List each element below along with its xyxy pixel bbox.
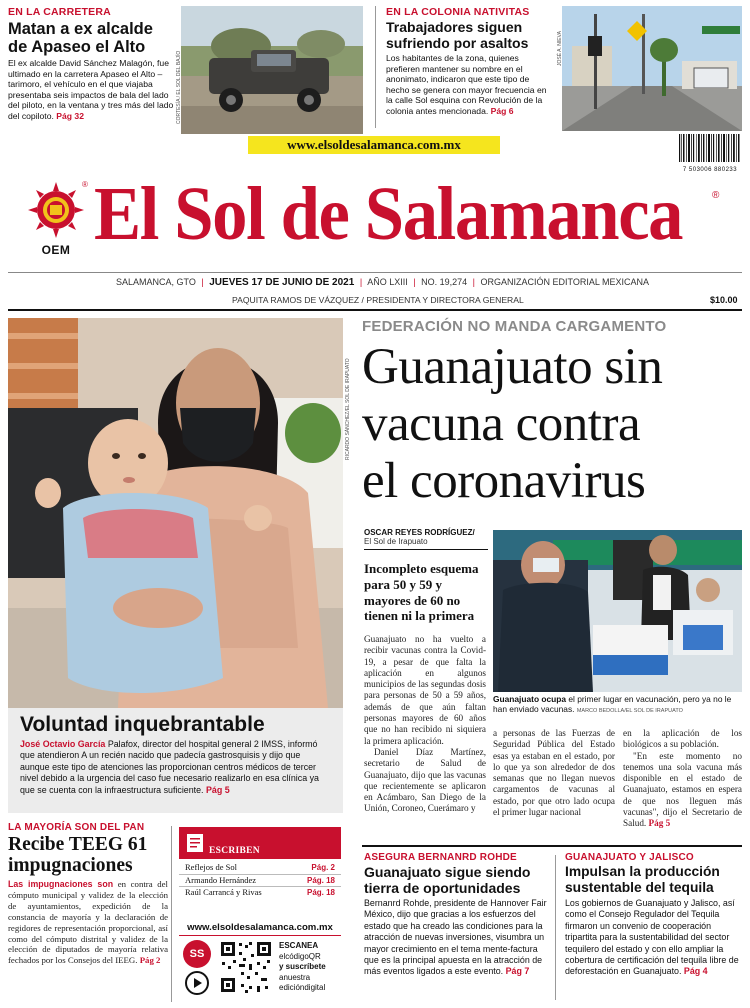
headline	[8, 20, 178, 56]
story-body	[364, 898, 548, 978]
story-text: Los habitantes de la zona, quienes prefieren mantener su nombre en el anonimato, indicaron que este tipo de hecho se genera con mayor frecuencia en la calle Sol esquina con Revolución de la colonia antes mencionada.	[386, 53, 547, 116]
story-lead: Las impugnaciones son	[8, 879, 114, 889]
bottom-mid-story[interactable]	[364, 852, 548, 1004]
lead-photo-credit: RICARDO SÁNCHEZ/EL SOL DE IRAPUATO	[345, 358, 351, 460]
columnist-item[interactable]	[179, 862, 341, 875]
headline-line: Trabajadores siguen	[386, 19, 523, 35]
paragraph: en la aplicación de los biológicos a su población.	[623, 728, 742, 750]
main-col3	[623, 728, 742, 830]
qr-title: ESCANEA	[279, 941, 319, 950]
lead-caption	[20, 739, 331, 796]
headline-line: Impulsan la producción	[565, 864, 720, 879]
columnist-item[interactable]	[179, 875, 341, 888]
main-col2	[493, 728, 615, 818]
sun-logo-icon	[26, 180, 86, 240]
columnists-header	[179, 827, 341, 859]
website-url[interactable]: www.elsoldesalamanca.com.mx	[287, 137, 461, 152]
dateline-rule-bottom	[8, 309, 742, 311]
qr-text	[279, 941, 341, 994]
paragraph: Daniel Díaz Martínez, secretario de Salud de Guanajuato, dijo que las vacunas que recientemente se aplicaron en Acámbaro, San Diego de la Unión, Coroneo, Cuerámaro y	[364, 746, 486, 814]
barcode	[678, 134, 742, 173]
qr-line: y suscríbete	[279, 962, 326, 971]
oem-label: OEM	[41, 243, 71, 257]
columnist-page[interactable]: Pág. 18	[306, 875, 335, 885]
headline-line: Matan a ex alcalde	[8, 20, 153, 38]
paragraph-text: "En este momento no tenemos una sola vacuna más disponible en el estado de Guanajuato, estamos en espera de que nos lleguen más vacunas", dijo el Secretario de Salud.	[623, 750, 742, 829]
dateline-org: ORGANIZACIÓN EDITORIAL MEXICANA	[480, 277, 650, 287]
barcode-number: 7 503006 880233	[682, 167, 738, 173]
caption-text: el primer lugar en vacunación, pero ya no le han enviado vacunas.	[493, 694, 732, 715]
columnist-name: Armando Hernández	[185, 874, 257, 885]
columnist-page[interactable]: Pág. 2	[311, 863, 335, 872]
dateline-city: SALAMANCA, GTO	[116, 277, 196, 287]
headline-line: Recibe TEEG 61	[8, 834, 148, 855]
headline	[364, 864, 548, 896]
vaccination-caption	[493, 694, 742, 717]
masthead-logo	[26, 180, 86, 256]
column-divider	[171, 826, 172, 1002]
story-text: Los gobiernos de Guanajuato y Jalisco, así como el Consejo Regulador del Tequila firmaron un convenio de cooperación tripartita para la sustentabilidad del sector tequilero del estado y con ello ampliar la cobertura de certificación del tequila libre de deforestación en Guanajuato.	[565, 898, 739, 977]
dateline-rule-top	[8, 272, 742, 273]
headline-line: tierra de oportunidades	[364, 880, 521, 896]
logo-registered: ®	[82, 180, 88, 189]
kicker: LA MAYORÍA SON DEL PAN	[8, 822, 145, 833]
headline-line: impugnaciones	[8, 855, 133, 876]
main-deck: Incompleto esquema para 50 y 59 y mayores de 60 no tienen ni la primera	[364, 561, 479, 624]
kicker: GUANAJUATO Y JALISCO	[565, 852, 694, 863]
author: OSCAR REYES RODRÍGUEZ/	[364, 528, 475, 537]
play-icon[interactable]	[185, 971, 209, 995]
columnists-label: ESCRIBEN	[209, 846, 260, 856]
section-rule	[362, 845, 742, 847]
paragraph: a personas de las Fuerzas de Seguridad Pública del Estado esas ya estaban en el estado, por lo que ya son alrededor de dos semanas que no llegan nuevos cargamentos de vacunas al estado, por que otro lado ocupa el primer lugar nacional	[493, 728, 615, 818]
kicker: ASEGURA BERNANRD ROHDE	[364, 852, 517, 863]
columnists-list	[179, 862, 341, 899]
dateline-date: JUEVES 17 DE JUNIO DE 2021	[209, 277, 355, 288]
headline-line: sustentable del tequila	[565, 880, 714, 895]
page-ref[interactable]: Pág 4	[683, 966, 708, 977]
story-text: en contra del cómputo municipal y validez de la elección de ayuntamientos, expedición de la constancia de mayoría y la declaración de regidores de representación proporcional, así como del cómputo distrital y validez de la elección de diputados de mayoría relativa fechados por los Consejos del IEEG.	[8, 879, 168, 966]
headline-line: Guanajuato sin	[362, 339, 663, 395]
kicker: EN LA CARRETERA	[8, 6, 111, 18]
column-divider	[555, 855, 556, 1000]
story-body	[8, 58, 176, 122]
photo-credit: JOSÉ A. NIEVA	[557, 31, 563, 66]
street-photo	[562, 6, 742, 131]
kicker: EN LA COLONIA NATIVITAS	[386, 6, 530, 18]
columnist-page[interactable]: Pág. 18	[306, 888, 335, 897]
photo-credit: CORTESÍA / EL SOL DEL BAJÍO	[176, 50, 182, 124]
page-ref[interactable]: Pág 32	[56, 110, 84, 121]
qr-code-icon[interactable]	[219, 940, 273, 994]
dateline: SALAMANCA, GTO | JUEVES 17 DE JUNIO DE 2021 | AÑO LXIII | NO. 19,274 | ORGANIZACIÓN EDITORIAL MEXICANA	[116, 277, 650, 288]
headline-line: sufriendo por asaltos	[386, 34, 529, 51]
ss-logo-icon	[183, 940, 211, 968]
top-story-left[interactable]	[8, 6, 363, 136]
story-text: El ex alcalde David Sánchez Malagón, fue ultimado en la carretera Apaseo el Alto – tarimoro, el vehículo en el que viajaba presentaba seis impactos de bala del lado del piloto, en la ventana y tres más del lado del copiloto.	[8, 58, 174, 121]
column-divider	[375, 6, 376, 128]
columnist-name: Reflejos de Sol	[185, 862, 237, 872]
lead-caption-text: Palafox, director del hospital general 2 IMSS, informó que atendieron A un recién nacido que padecía gastrosquisis y dijo que aunque este tipo de atenciones las proporcionan centros médicos de tercer nivel debido a la urgencia del caso fue necesario realizarlo en esa clínica ya que se cuenta con la infraestructura suficiente.	[20, 739, 319, 795]
paragraph: Guanajuato no ha vuelto a recibir vacunas contra la Covid-19, a pesar de que falta la aplicación en algunos municipios de las segundas dosis para personas de 50 a 59 años, además de que aún faltan personas mayores de 60 años que no han recibido ni siquiera la primera aplicación.	[364, 634, 486, 746]
page-ref[interactable]: Pág 5	[206, 784, 230, 795]
headline	[386, 20, 558, 51]
promo-website[interactable]: www.elsoldesalamanca.com.mx	[179, 922, 341, 936]
masthead-title: El Sol de Salamanca	[94, 172, 683, 256]
byline-rule	[364, 549, 488, 550]
story-body	[386, 53, 554, 117]
bottom-left-story[interactable]	[8, 822, 168, 1004]
story-text: Bernanrd Rohde, presidente de Hannover Fair México, dijo que gracias a los esfuerzos del estado que ha creado las condiciones para la atracción de nuevas inversiones, visumbra un mayor crecimiento en el tema mente-factura que es la principal apuesta en la atracción de más eventos ligados a este evento.	[364, 898, 547, 977]
lead-headline: Voluntad inquebrantable	[20, 713, 265, 736]
lead-photo	[8, 318, 343, 708]
website-banner[interactable]	[248, 136, 500, 154]
promo-box	[179, 938, 341, 1000]
headline	[565, 864, 743, 896]
main-headline	[362, 339, 742, 510]
page-ref[interactable]: Pág 6	[490, 105, 514, 116]
truck-photo	[181, 6, 363, 134]
qr-line: edicióndigital	[279, 983, 326, 992]
story-body	[8, 879, 168, 966]
page-ref[interactable]: Pág 5	[648, 818, 671, 829]
qr-line: anuestra	[279, 972, 311, 982]
bottom-right-story[interactable]	[565, 852, 743, 1004]
columnist-item[interactable]	[179, 887, 341, 899]
page-ref[interactable]: Pág 7	[505, 966, 530, 977]
pen-icon	[185, 832, 207, 854]
headline-line: vacuna contra	[362, 396, 641, 452]
masthead-registered: ®	[712, 190, 720, 201]
top-story-right[interactable]	[386, 6, 742, 136]
page-ref[interactable]: Pág 2	[139, 955, 161, 966]
headline-line: Guanajuato sigue siendo	[364, 864, 531, 880]
barcode-icon	[678, 134, 742, 162]
lead-caption-box	[8, 708, 343, 813]
main-col1	[364, 634, 486, 815]
headline	[8, 834, 168, 876]
headline-line: de Apaseo el Alto	[8, 38, 146, 56]
dateline-number: NO. 19,274	[421, 277, 468, 287]
qr-line: elcódigoQR	[279, 951, 321, 961]
outlet: El Sol de Irapuato	[364, 537, 428, 546]
price: $10.00	[710, 295, 738, 305]
director-line: PAQUITA RAMOS DE VÁZQUEZ / PRESIDENTA Y DIRECTORA GENERAL	[232, 295, 524, 305]
main-kicker: FEDERACIÓN NO MANDA CARGAMENTO	[362, 318, 667, 335]
columnists-box	[179, 827, 341, 909]
lead-caption-name: José Octavio García	[20, 739, 106, 749]
paragraph	[623, 751, 742, 830]
dateline-year: AÑO LXIII	[367, 277, 408, 287]
columnist-name: Raúl Carrancá y Rivas	[185, 887, 262, 897]
story-body	[565, 898, 743, 978]
caption-credit: MARCO BEDOLLA/EL SOL DE IRAPUATO	[576, 708, 683, 715]
headline-line: el coronavirus	[362, 453, 646, 509]
ss-logo-text: SS	[189, 948, 205, 960]
caption-lead: Guanajuato ocupa	[493, 694, 567, 704]
main-byline	[364, 528, 488, 550]
vaccination-photo	[493, 530, 742, 692]
